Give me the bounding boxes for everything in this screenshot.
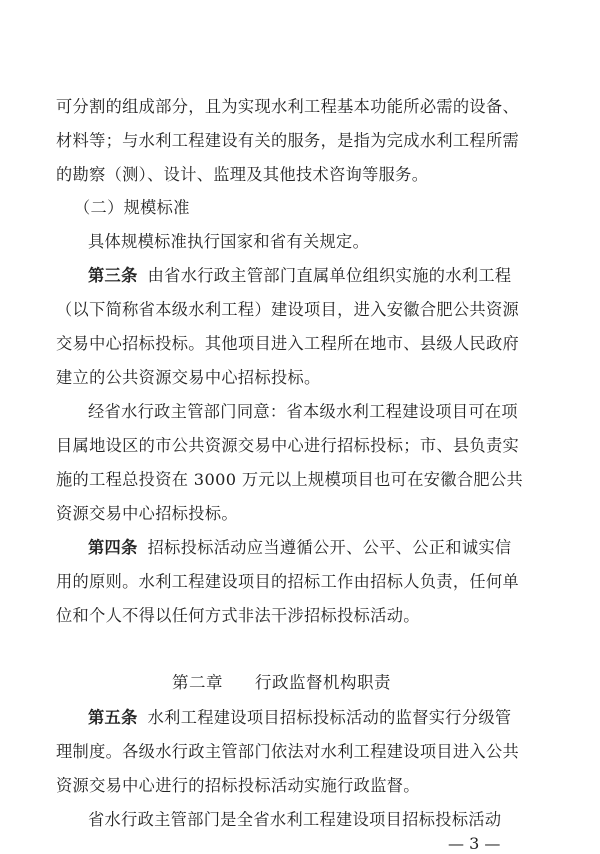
text-line: 水利工程建设项目招标投标活动的监督实行分级管 <box>147 708 512 727</box>
page-number: — 3 — <box>448 834 501 853</box>
text-line: 材料等；与水利工程建设有关的服务，是指为完成水利工程所需 <box>56 131 520 150</box>
chapter-heading <box>172 673 391 693</box>
text-line: 招标投标活动应当遵循公开、公平、公正和诚实信 <box>147 538 512 557</box>
text-line: 的勘察（测）、设计、监理及其他技术咨询等服务。 <box>56 165 429 184</box>
text-line: 资源交易中心招标投标。 <box>56 504 238 523</box>
chapter-title: 行政监督机构职责 <box>255 673 391 692</box>
text-line: 可分割的组成部分，且为实现水利工程基本功能所必需的设备、 <box>56 97 520 116</box>
text-line: （以下简称省本级水利工程）建设项目，进入安徽合肥公共资源 <box>56 300 520 319</box>
chapter-number: 第二章 <box>172 673 223 692</box>
text-line: 施的工程总投资在 3000 万元以上规模项目也可在安徽合肥公共 <box>56 470 524 489</box>
text-line: 目属地设区的市公共资源交易中心进行招标投标；市、县负责实 <box>56 436 520 455</box>
article-3-first-line <box>88 266 511 286</box>
article-4-first-line <box>88 538 511 558</box>
text-line: 省水行政主管部门是全省水利工程建设项目招标投标活动 <box>88 810 502 829</box>
text-line: 用的原则。水利工程建设项目的招标工作由招标人负责，任何单 <box>56 572 520 591</box>
text-line: 位和个人不得以任何方式非法干涉招标投标活动。 <box>56 606 420 625</box>
article-3-label: 第三条 <box>88 266 138 285</box>
section-body: 具体规模标准执行国家和省有关规定。 <box>88 232 370 251</box>
text-line: 资源交易中心进行的招标投标活动实施行政监督。 <box>56 776 420 795</box>
text-line: 建立的公共资源交易中心招标投标。 <box>56 368 321 387</box>
text-line: 经省水行政主管部门同意：省本级水利工程建设项目可在项 <box>88 402 518 421</box>
article-5-first-line <box>88 708 511 728</box>
text-line: 交易中心招标投标。其他项目进入工程所在地市、县级人民政府 <box>56 334 520 353</box>
article-5-label: 第五条 <box>88 708 138 727</box>
section-title: （二）规模标准 <box>74 198 190 217</box>
article-4-label: 第四条 <box>88 538 138 557</box>
text-line: 理制度。各级水行政主管部门依法对水利工程建设项目进入公共 <box>56 742 520 761</box>
text-line: 由省水行政主管部门直属单位组织实施的水利工程 <box>147 266 512 285</box>
